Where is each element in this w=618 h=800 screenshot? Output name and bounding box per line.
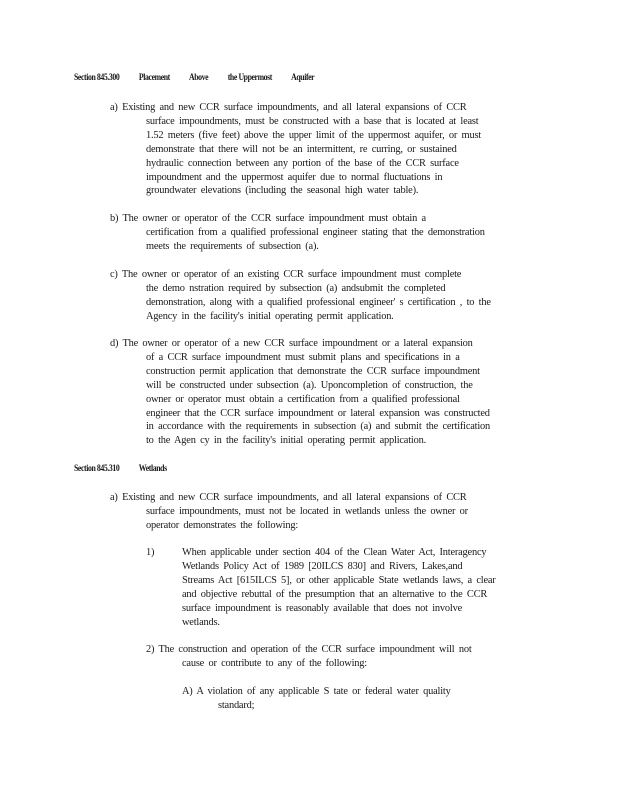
text-line: surface impoundments, must be constructed with a base that is located at least bbox=[146, 115, 479, 127]
text-line: in accordance with the requirements in subsection (a) and submit the certification bbox=[146, 421, 491, 433]
section-title-part: Above bbox=[189, 73, 209, 83]
text-line: meets the requirements of subsection (a). bbox=[146, 240, 319, 252]
text-line: impoundment and the uppermost aquifer due to normal fluctuations in bbox=[146, 171, 443, 183]
text-line: a) Existing and new CCR surface impoundments, and all lateral expansions of CCR bbox=[110, 492, 467, 503]
text-line: a) Existing and new CCR surface impoundments, and all lateral expansions of CCR bbox=[110, 102, 467, 113]
text-line: certification from a qualified professional engineer stating that the demonstration bbox=[146, 226, 485, 238]
paragraph-a bbox=[110, 101, 481, 198]
text-line: operator demonstrates the following: bbox=[146, 519, 299, 531]
text-line: surface impoundment is reasonably available that does not involve bbox=[182, 602, 463, 614]
section-heading bbox=[74, 73, 332, 83]
section-heading bbox=[74, 464, 185, 474]
section-title-part: the Uppermost bbox=[227, 73, 272, 83]
text-line: A) A violation of any applicable S tate or federal water quality bbox=[182, 686, 451, 697]
item-A bbox=[182, 685, 451, 713]
text-line: owner or operator must obtain a certification from a qualified professional bbox=[146, 393, 460, 405]
text-line: c) The owner or operator of an existing CCR surface impoundment must complete bbox=[110, 269, 462, 280]
section-title-part: Wetlands bbox=[138, 464, 167, 474]
text-line: 1.52 meters (five feet) above the upper limit of the uppermost aquifer, or must bbox=[146, 129, 481, 141]
text-line: groundwater elevations (including the seasonal high water table). bbox=[146, 185, 419, 197]
text-line: hydraulic connection between any portion of the base of the CCR surface bbox=[146, 157, 459, 169]
text-line: b) The owner or operator of the CCR surface impoundment must obtain a bbox=[110, 213, 426, 224]
text-line: d) The owner or operator of a new CCR surface impoundment or a lateral expansion bbox=[110, 338, 473, 349]
text-line: 2) The construction and operation of the CCR surface impoundment will not bbox=[146, 644, 472, 655]
text-line: and objective rebuttal of the presumption that an alternative to the CCR bbox=[182, 588, 488, 600]
paragraph-b bbox=[110, 212, 485, 254]
text-line: of a CCR surface impoundment must submit plans and specifications in a bbox=[146, 351, 460, 363]
text-line: will be constructed under subsection (a). Uponcompletion of construction, the bbox=[146, 379, 473, 391]
text-line: wetlands. bbox=[182, 616, 220, 628]
text-line: Streams Act [615ILCS 5], or other applicable State wetlands laws, a clear bbox=[182, 574, 496, 586]
item-1-label: 1) bbox=[146, 547, 155, 558]
paragraph-d bbox=[110, 337, 490, 448]
text-line: construction permit application that demonstrate the CCR surface impoundment bbox=[146, 365, 480, 377]
text-line: to the Agen cy in the facility's initial operating permit application. bbox=[146, 435, 426, 447]
section-number: Section 845.310 bbox=[74, 464, 120, 474]
text-line: Agency in the facility's initial operating permit application. bbox=[146, 310, 394, 322]
item-2 bbox=[146, 643, 472, 671]
paragraph-a bbox=[110, 491, 468, 533]
text-line: When applicable under section 404 of the Clean Water Act, Interagency bbox=[182, 547, 487, 558]
item-1 bbox=[182, 546, 496, 629]
paragraph-c bbox=[110, 268, 491, 324]
section-number: Section 845.300 bbox=[74, 73, 120, 83]
text-line: Wetlands Policy Act of 1989 [20ILCS 830] and Rivers, Lakes,and bbox=[182, 560, 463, 572]
text-line: surface impoundments, must not be located in wetlands unless the owner or bbox=[146, 505, 468, 517]
text-line: engineer that the CCR surface impoundment or lateral expansion was constructed bbox=[146, 407, 490, 419]
text-line: standard; bbox=[218, 699, 255, 711]
text-line: demonstration, along with a qualified professional engineer' s certification , to the bbox=[146, 296, 491, 308]
text-line: cause or contribute to any of the following: bbox=[182, 657, 367, 669]
section-title-part: Placement bbox=[138, 73, 170, 83]
text-line: the demo nstration required by subsection (a) andsubmit the completed bbox=[146, 282, 446, 294]
section-title-part: Aquifer bbox=[291, 73, 315, 83]
text-line: demonstrate that there will not be an intermittent, re curring, or sustained bbox=[146, 143, 457, 155]
